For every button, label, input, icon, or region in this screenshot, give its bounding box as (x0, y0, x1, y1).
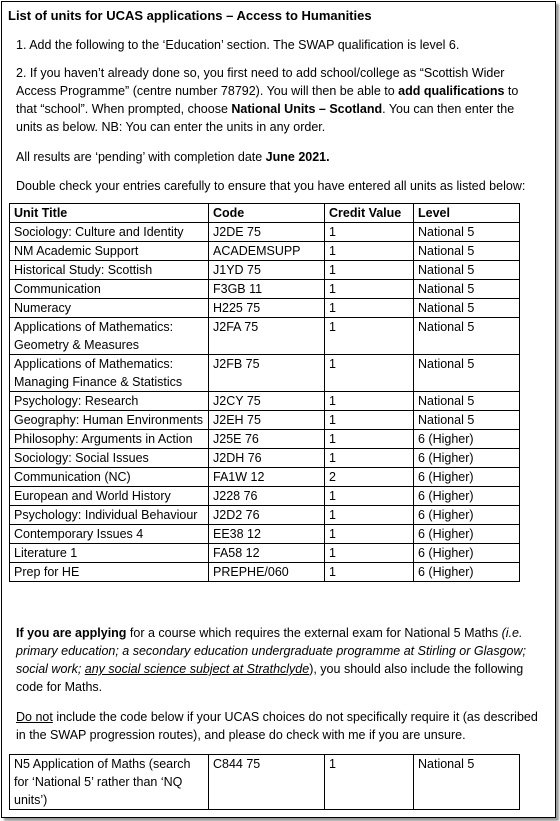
credit-value-cell: 1 (325, 242, 414, 261)
level-cell: National 5 (414, 411, 520, 430)
do-not-text: include the code below if your UCAS choices do not specifically require it (as described in the SWAP progression routes), and please do check with me if you are unsure. (16, 710, 538, 742)
level-cell: National 5 (414, 392, 520, 411)
unit-title-cell: Historical Study: Scottish (10, 261, 209, 280)
do-not-note (16, 708, 542, 744)
strathclyde-note: any social science subject at Strathclyde (84, 662, 310, 676)
level-cell: National 5 (414, 280, 520, 299)
unit-title-cell: Applications of Mathematics: Managing Finance & Statistics (10, 355, 209, 392)
unit-title-cell: Geography: Human Environments (10, 411, 209, 430)
instruction-2-text-e: . You can then enter the units as below. NB: You can enter the units in any order. (16, 102, 515, 134)
unit-title-cell: NM Academic Support (10, 242, 209, 261)
level-cell: 6 (Higher) (414, 506, 520, 525)
level-cell: National 5 (414, 355, 520, 392)
code-cell: J2FA 75 (209, 318, 325, 355)
do-not-emphasis: Do not (16, 710, 53, 724)
units-table-body (10, 204, 520, 582)
credit-value-cell: 1 (325, 563, 414, 582)
table-row (10, 544, 520, 563)
table-row (10, 487, 520, 506)
header-unit-title: Unit Title (10, 204, 209, 223)
code-cell: J1YD 75 (209, 261, 325, 280)
unit-title-cell: Applications of Mathematics: Geometry & Measures (10, 318, 209, 355)
unit-title-cell: Communication (10, 280, 209, 299)
code-cell: PREPHE/060 (209, 563, 325, 582)
page-title: List of units for UCAS applications – Access to Humanities (8, 8, 372, 23)
level-cell: National 5 (414, 299, 520, 318)
table-header-row (10, 204, 520, 223)
credit-value-cell: 1 (325, 223, 414, 242)
if-applying-emphasis: If you are applying (16, 626, 127, 640)
completion-date: June 2021. (265, 150, 330, 164)
credit-value-cell: 1 (325, 392, 414, 411)
unit-title-cell: Communication (NC) (10, 468, 209, 487)
table-row (10, 411, 520, 430)
instruction-1: 1. Add the following to the ‘Education’ section. The SWAP qualification is level 6. (16, 38, 460, 52)
unit-title-cell: Prep for HE (10, 563, 209, 582)
table-row (10, 355, 520, 392)
table-row (10, 299, 520, 318)
maths-unit-title: N5 Application of Maths (search for ‘National 5’ rather than ‘NQ units’) (10, 755, 209, 810)
course-examples: (i.e. primary education; a secondary education undergraduate programme at Stirling or Glasgow; social work; (16, 626, 526, 676)
credit-value-cell: 2 (325, 468, 414, 487)
level-cell: National 5 (414, 242, 520, 261)
table-row (10, 223, 520, 242)
table-row (10, 525, 520, 544)
level-cell: National 5 (414, 318, 520, 355)
code-cell: H225 75 (209, 299, 325, 318)
unit-title-cell: Numeracy (10, 299, 209, 318)
credit-value-cell: 1 (325, 525, 414, 544)
level-cell: 6 (Higher) (414, 487, 520, 506)
maths-row (10, 755, 520, 810)
unit-title-cell: Philosophy: Arguments in Action (10, 430, 209, 449)
code-cell: J25E 76 (209, 430, 325, 449)
code-cell: J2EH 75 (209, 411, 325, 430)
level-cell: 6 (Higher) (414, 544, 520, 563)
credit-value-cell: 1 (325, 299, 414, 318)
table-row (10, 318, 520, 355)
code-cell: J228 76 (209, 487, 325, 506)
code-cell: EE38 12 (209, 525, 325, 544)
unit-title-cell: European and World History (10, 487, 209, 506)
header-credit-value: Credit Value (325, 204, 414, 223)
table-row (10, 280, 520, 299)
table-row (10, 468, 520, 487)
code-cell: F3GB 11 (209, 280, 325, 299)
code-cell: J2CY 75 (209, 392, 325, 411)
instruction-2 (16, 64, 542, 136)
credit-value-cell: 1 (325, 430, 414, 449)
instruction-2-text-c: to that “school”. When prompted, choose (16, 84, 519, 116)
credit-value-cell: 1 (325, 544, 414, 563)
maths-credit-value: 1 (325, 755, 414, 810)
level-cell: 6 (Higher) (414, 525, 520, 544)
header-code: Code (209, 204, 325, 223)
credit-value-cell: 1 (325, 280, 414, 299)
level-cell: National 5 (414, 223, 520, 242)
credit-value-cell: 1 (325, 355, 414, 392)
code-cell: J2FB 75 (209, 355, 325, 392)
maths-exam-text: for a course which requires the external exam for National 5 Maths (126, 626, 502, 640)
double-check-note: Double check your entries carefully to ensure that you have entered all units as listed below: (16, 179, 526, 193)
level-cell: 6 (Higher) (414, 430, 520, 449)
table-row (10, 506, 520, 525)
unit-title-cell: Literature 1 (10, 544, 209, 563)
credit-value-cell: 1 (325, 411, 414, 430)
table-row (10, 261, 520, 280)
units-table (9, 203, 520, 582)
code-cell: FA1W 12 (209, 468, 325, 487)
credit-value-cell: 1 (325, 487, 414, 506)
table-row (10, 563, 520, 582)
unit-title-cell: Sociology: Social Issues (10, 449, 209, 468)
unit-title-cell: Psychology: Individual Behaviour (10, 506, 209, 525)
code-cell: FA58 12 (209, 544, 325, 563)
unit-title-cell: Sociology: Culture and Identity (10, 223, 209, 242)
table-row (10, 392, 520, 411)
credit-value-cell: 1 (325, 318, 414, 355)
maths-exam-text-end: ), you should also include the following code for Maths. (16, 662, 524, 694)
table-row (10, 430, 520, 449)
pending-note (16, 148, 542, 166)
unit-title-cell: Psychology: Research (10, 392, 209, 411)
credit-value-cell: 1 (325, 506, 414, 525)
code-cell: ACADEMSUPP (209, 242, 325, 261)
maths-code: C844 75 (209, 755, 325, 810)
maths-level: National 5 (414, 755, 520, 810)
level-cell: 6 (Higher) (414, 468, 520, 487)
level-cell: National 5 (414, 261, 520, 280)
credit-value-cell: 1 (325, 261, 414, 280)
credit-value-cell: 1 (325, 449, 414, 468)
national-units-emphasis: National Units – Scotland (231, 102, 383, 116)
pending-note-text: All results are ‘pending’ with completion date (16, 150, 266, 164)
code-cell: J2DH 76 (209, 449, 325, 468)
table-row (10, 242, 520, 261)
unit-title-cell: Contemporary Issues 4 (10, 525, 209, 544)
table-row (10, 449, 520, 468)
add-qualifications-emphasis: add qualifications (398, 84, 505, 98)
code-cell: J2D2 76 (209, 506, 325, 525)
maths-exam-note (16, 624, 542, 696)
level-cell: 6 (Higher) (414, 563, 520, 582)
instruction-2-text-a: 2. If you haven’t already done so, you first need to add school/college as “Scottish Wider Access Programme” (centre number 78792). You will then be able to (16, 66, 505, 98)
maths-table (9, 754, 520, 810)
header-level: Level (414, 204, 520, 223)
code-cell: J2DE 75 (209, 223, 325, 242)
level-cell: 6 (Higher) (414, 449, 520, 468)
